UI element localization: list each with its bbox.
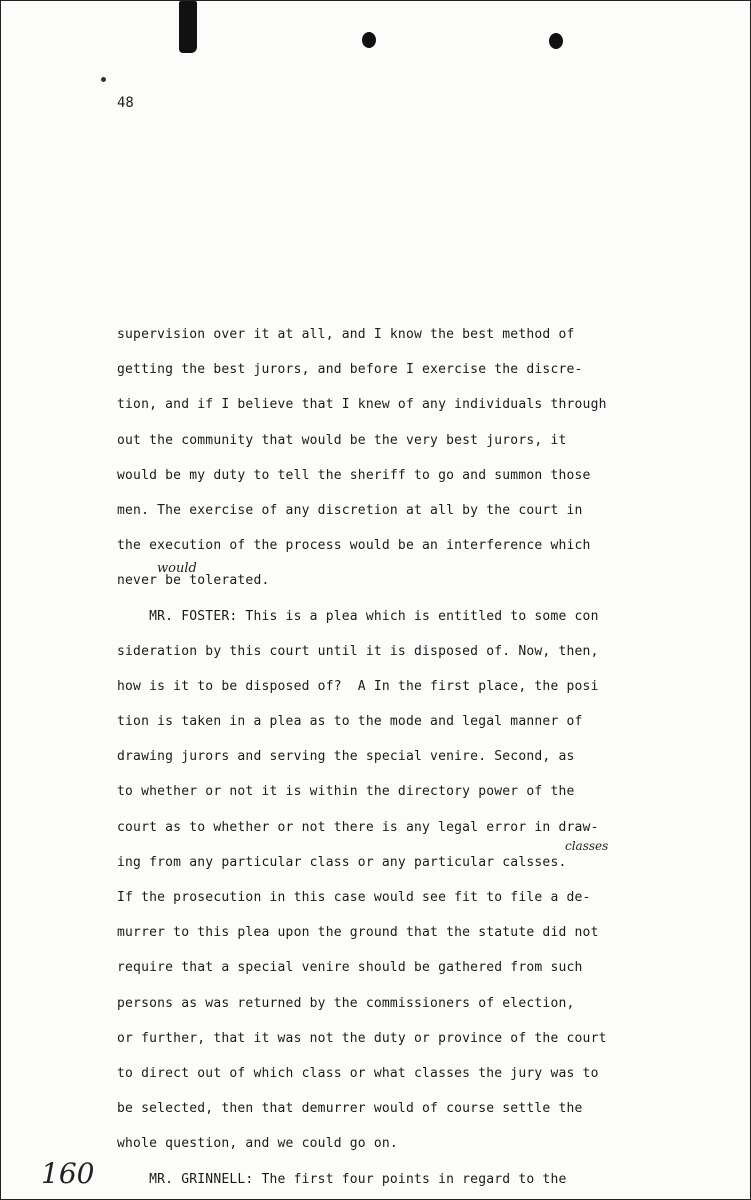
text-line: or further, that it was not the duty or province of the court <box>117 1030 607 1046</box>
text-line: murrer to this plea upon the ground that the statute did not <box>117 925 599 941</box>
text-line: men. The exercise of any discretion at all by the court in <box>117 502 583 518</box>
text-line: sideration by this court until it is disposed of. Now, then, <box>117 643 599 659</box>
text-line: the execution of the process would be an interference which <box>117 538 591 554</box>
text-line: to direct out of which class or what classes the jury was to <box>117 1065 599 1081</box>
text-line: court as to whether or not there is any legal error in draw- <box>117 819 599 835</box>
text-line: drawing jurors and serving the special venire. Second, as <box>117 749 575 765</box>
text-line: persons as was returned by the commissioners of election, <box>117 995 575 1011</box>
handwritten-folio-number: 160 <box>41 1157 95 1190</box>
text-line: getting the best jurors, and before I exercise the discre- <box>117 362 583 378</box>
transcript-text <box>117 325 697 1200</box>
text-line: tion is taken in a plea as to the mode and legal manner of <box>117 714 583 730</box>
text-line: require that a special venire should be gathered from such <box>117 960 583 976</box>
text-line: ing from any particular class or any particular calsses. <box>117 854 567 870</box>
text-line: MR. GRINNELL: The first four points in regard to the <box>117 1171 567 1187</box>
text-line: would be my duty to tell the sheriff to go and summon those <box>117 467 591 483</box>
text-line: MR. FOSTER: This is a plea which is entitled to some con <box>117 608 599 624</box>
text-line: supervision over it at all, and I know the best method of <box>117 327 575 342</box>
handwritten-insertion: would <box>157 561 197 576</box>
text-line: never be tolerated. <box>117 573 270 589</box>
text-line: be selected, then that demurrer would of course settle the <box>117 1101 583 1117</box>
text-line: whole question, and we could go on. <box>117 1136 398 1152</box>
page-number: 48 <box>117 95 134 111</box>
punch-hole <box>362 32 376 48</box>
text-line: how is it to be disposed of? A In the first place, the posi <box>117 678 599 694</box>
text-line: If the prosecution in this case would see fit to file a de- <box>117 890 591 905</box>
handwritten-correction: classes <box>565 839 609 853</box>
punch-hole <box>549 33 563 49</box>
text-line: out the community that would be the very best jurors, it <box>117 432 567 448</box>
text-line: to whether or not it is within the directory power of the <box>117 784 575 800</box>
ink-speck <box>101 77 106 82</box>
tape-mark <box>179 1 197 53</box>
text-line: tion, and if I believe that I knew of any individuals through <box>117 397 607 413</box>
